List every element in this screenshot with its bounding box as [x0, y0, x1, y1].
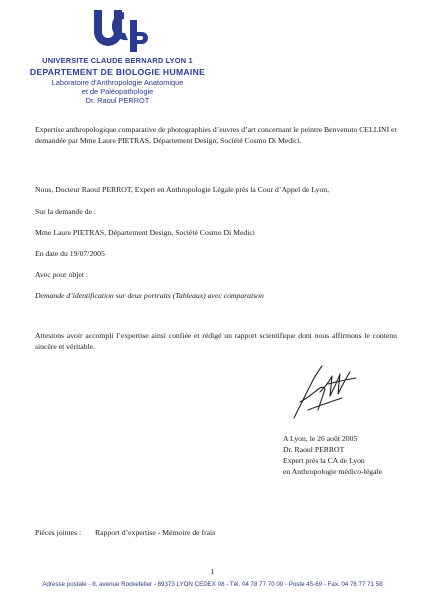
- footer-address: Adresse postale - 8, avenue Rockefeller - 69373 LYON CEDEX 08 - Tél. 04 78 77 70 00 - Poste 45-69 - Fax. 04 78 77 71 58: [42, 581, 383, 588]
- department-name: DEPARTEMENT DE BIOLOGIE HUMAINE: [29, 67, 206, 77]
- signature-title1: Expert près la CA de Lyon: [283, 456, 365, 465]
- signature-place-date: A Lyon, le 26 août 2005: [283, 434, 358, 443]
- attachments-value: Rapport d’expertise - Mémoire de frais: [95, 528, 216, 537]
- attachments-label: Pièces jointes :: [35, 528, 82, 537]
- director-name: Dr. Raoul PERROT: [85, 96, 150, 105]
- subject-paragraph: Expertise anthropologique comparative de photographies d’euvres d’art concernant le peintre Benvenuto CELLINI et demandée par Mme Laure PIETRAS, Département Design, Société Cosmo Di Medici.: [35, 125, 397, 145]
- handwritten-signature: [290, 362, 360, 422]
- request-date: En date du 19/07/2005: [35, 249, 105, 258]
- requester: Mme Laure PIETRAS, Département Design, Société Cosmo Di Medici: [35, 228, 255, 237]
- expert-statement: Nous, Docteur Raoul PERROT, Expert en Anthropologie Légale près la Cour d’Appel de Lyon,: [35, 185, 330, 194]
- request-label: Sur la demande de :: [35, 207, 97, 216]
- signature-title2: en Anthropologie médico-légale: [283, 467, 383, 476]
- page-number: 1: [210, 567, 215, 576]
- lab-name-line2: et de Paléopathologie: [81, 87, 154, 96]
- purpose-text: Demande d’identification sur deux portraits (Tableaux) avec comparaison: [35, 291, 264, 300]
- attestation-paragraph: Attestons avoir accompli l’expertise ainsi confiée et rédigé un rapport scientifique dont nous affirmons le contenu sincère et véritable.: [35, 331, 397, 351]
- purpose-label: Avec pour objet :: [35, 270, 89, 279]
- signature-name: Dr. Raoul PERROT: [283, 445, 345, 454]
- university-logo: [90, 6, 150, 56]
- university-name: UNIVERSITE CLAUDE BERNARD LYON 1: [42, 56, 193, 65]
- lab-name-line1: Laboratoire d'Anthropologie Anatomique: [51, 78, 184, 87]
